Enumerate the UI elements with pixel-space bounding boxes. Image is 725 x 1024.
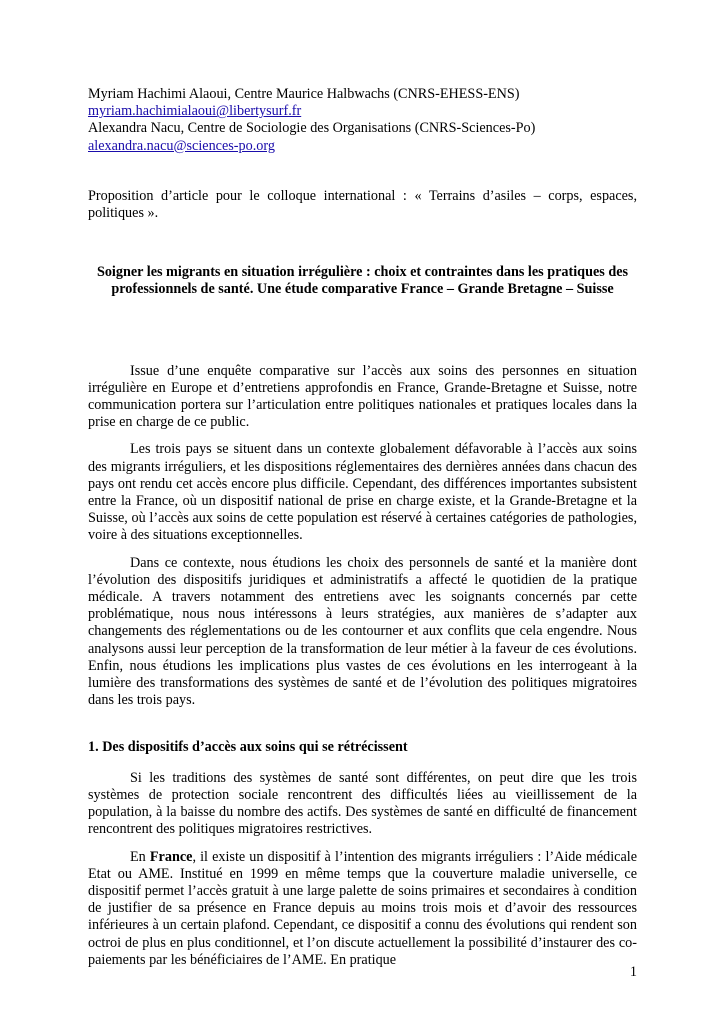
author-block [88, 86, 637, 155]
author-2-email-link[interactable]: alexandra.nacu@sciences-po.org [88, 137, 275, 154]
country-france-bold: France [149, 848, 193, 865]
intro-paragraph-2: Les trois pays se situent dans un contexte globalement défavorable à l’accès aux soins des migrants irréguliers, et les dispositions réglementaires des dernières années dans chacun des pays ont rendu cet accès encore plus difficile. Cependant, des différences importantes subsistent entre la France, où un dispositif national de prise en charge existe, et la Grande-Bretagne et la Suisse, où l’accès aux soins de cette population est réservé à certaines catégories de pathologies, voire à des situations exceptionnelles. [88, 441, 637, 544]
proposal-text: Proposition d’article pour le colloque international : « Terrains d’asiles – corps, espaces, politiques ». [88, 187, 637, 222]
page-number: 1 [629, 964, 637, 980]
author-2-affiliation: Alexandra Nacu, Centre de Sociologie des Organisations (CNRS-Sciences-Po) [88, 120, 536, 137]
intro-section [88, 363, 637, 710]
intro-paragraph-1: Issue d’une enquête comparative sur l’accès aux soins des personnes en situation irrégulière en Europe et d’entretiens approfondis en France, Grande-Bretagne et Suisse, notre communication portera sur l’articulation entre politiques nationales et pratiques locales dans la prise en charge de ce public. [88, 362, 637, 431]
author-1-email-link[interactable]: myriam.hachimialaoui@libertysurf.fr [88, 103, 302, 120]
section-1-paragraph-2 [88, 849, 637, 969]
section-1-paragraph-1: Si les traditions des systèmes de santé sont différentes, on peut dire que les trois systèmes de protection sociale rencontrent des difficultés liées au vieillissement de la population, à la baisse du nombre des actifs. Des systèmes de santé en difficulté de financement rencontrent des politiques migratoires restrictives. [88, 769, 637, 838]
paragraph-2-rest: , il existe un dispositif à l’intention des migrants irréguliers : l’Aide médicale Etat ou AME. Institué en 1999 en même temps que la couverture maladie universelle, ce dispositif permet l’accès gratuit à une large palette de soins primaires et secondaires à condition de justifier de sa présence en France depuis au moins trois mois et d’avoir des ressources inférieures à un certain plafond. Cependant, ce dispositif a connu des évolutions qui rendent son octroi de plus en plus conditionnel, et l’on discute actuellement la possibilité d’instaurer des co-paiements par les bénéficiaires de l’AME. En pratique [88, 848, 638, 968]
intro-paragraph-3: Dans ce contexte, nous étudions les choix des personnels de santé et la manière dont l’évolution des dispositifs juridiques et administratifs a affecté le quotidien de la pratique médicale. A travers notamment des entretiens avec les soignants concernés par cette problématique, nous nous intéressons à leurs stratégies, aux manières de s’adapter aux changements des réglementations ou de les contourner et aux conflits que cela engendre. Nous analysons aussi leur perception de la transformation de leur métier à la faveur de ces évolutions. Enfin, nous étudions les implications plus vastes de ces évolutions en les interrogeant à la lumière des transformations des systèmes de santé et de l’évolution des politiques migratoires dans les trois pays. [88, 554, 637, 709]
paragraph-2-prefix: En [130, 848, 150, 865]
section-1-heading: 1. Des dispositifs d’accès aux soins qui se rétrécissent [88, 739, 408, 756]
author-1-affiliation: Myriam Hachimi Alaoui, Centre Maurice Halbwachs (CNRS-EHESS-ENS) [88, 86, 520, 102]
article-title: Soigner les migrants en situation irrégulière : choix et contraintes dans les pratiques des professionnels de santé. Une étude comparative France – Grande Bretagne – Suisse [96, 264, 629, 298]
